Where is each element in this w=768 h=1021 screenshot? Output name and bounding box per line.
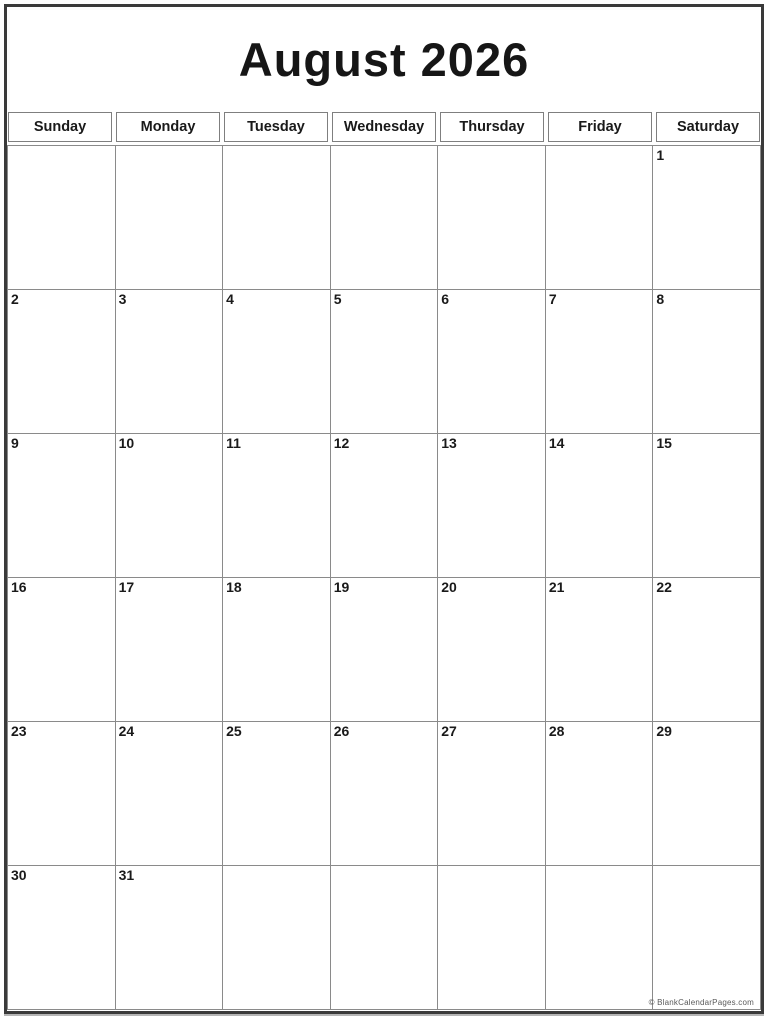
day-cell-13: 13 [438,434,546,578]
weekday-header-cell: Tuesday [224,112,328,142]
day-cell-26: 26 [330,722,438,866]
calendar-grid [7,145,761,1010]
weekday-header-cell: Monday [116,112,220,142]
day-cell-1: 1 [653,146,761,290]
calendar-week-row [8,722,761,866]
day-cell-empty [8,146,116,290]
day-cell-27: 27 [438,722,546,866]
calendar-week-row [8,290,761,434]
day-cell-24: 24 [115,722,223,866]
day-cell-4: 4 [223,290,331,434]
day-cell-25: 25 [223,722,331,866]
day-cell-16: 16 [8,578,116,722]
day-cell-empty [438,866,546,1010]
day-cell-14: 14 [545,434,653,578]
day-cell-3: 3 [115,290,223,434]
weekday-header-cell: Sunday [8,112,112,142]
day-cell-12: 12 [330,434,438,578]
calendar-grid-area [7,145,761,1010]
day-cell-empty [223,866,331,1010]
day-cell-empty [545,866,653,1010]
day-cell-empty [330,146,438,290]
day-cell-15: 15 [653,434,761,578]
weekday-header-row [7,112,761,142]
calendar-week-row [8,578,761,722]
day-cell-empty [223,146,331,290]
day-cell-5: 5 [330,290,438,434]
day-cell-6: 6 [438,290,546,434]
day-cell-17: 17 [115,578,223,722]
day-cell-2: 2 [8,290,116,434]
day-cell-7: 7 [545,290,653,434]
weekday-header-cell: Saturday [656,112,760,142]
day-cell-empty [545,146,653,290]
day-cell-19: 19 [330,578,438,722]
day-cell-18: 18 [223,578,331,722]
calendar-title: August 2026 [238,33,530,86]
calendar-week-row [8,434,761,578]
day-cell-empty [438,146,546,290]
calendar-page [4,4,764,1014]
calendar-week-row [8,866,761,1010]
calendar-week-row [8,146,761,290]
weekday-header-cell: Thursday [440,112,544,142]
weekday-header-cell: Friday [548,112,652,142]
day-cell-10: 10 [115,434,223,578]
day-cell-empty [115,146,223,290]
title-area [7,7,761,112]
day-cell-11: 11 [223,434,331,578]
copyright-text: © BlankCalendarPages.com [648,998,754,1007]
day-cell-22: 22 [653,578,761,722]
weekday-header-cell: Wednesday [332,112,436,142]
day-cell-28: 28 [545,722,653,866]
day-cell-29: 29 [653,722,761,866]
day-cell-21: 21 [545,578,653,722]
day-cell-23: 23 [8,722,116,866]
day-cell-9: 9 [8,434,116,578]
day-cell-empty [330,866,438,1010]
day-cell-31: 31 [115,866,223,1010]
day-cell-30: 30 [8,866,116,1010]
day-cell-20: 20 [438,578,546,722]
day-cell-8: 8 [653,290,761,434]
day-cell-empty [653,866,761,1010]
